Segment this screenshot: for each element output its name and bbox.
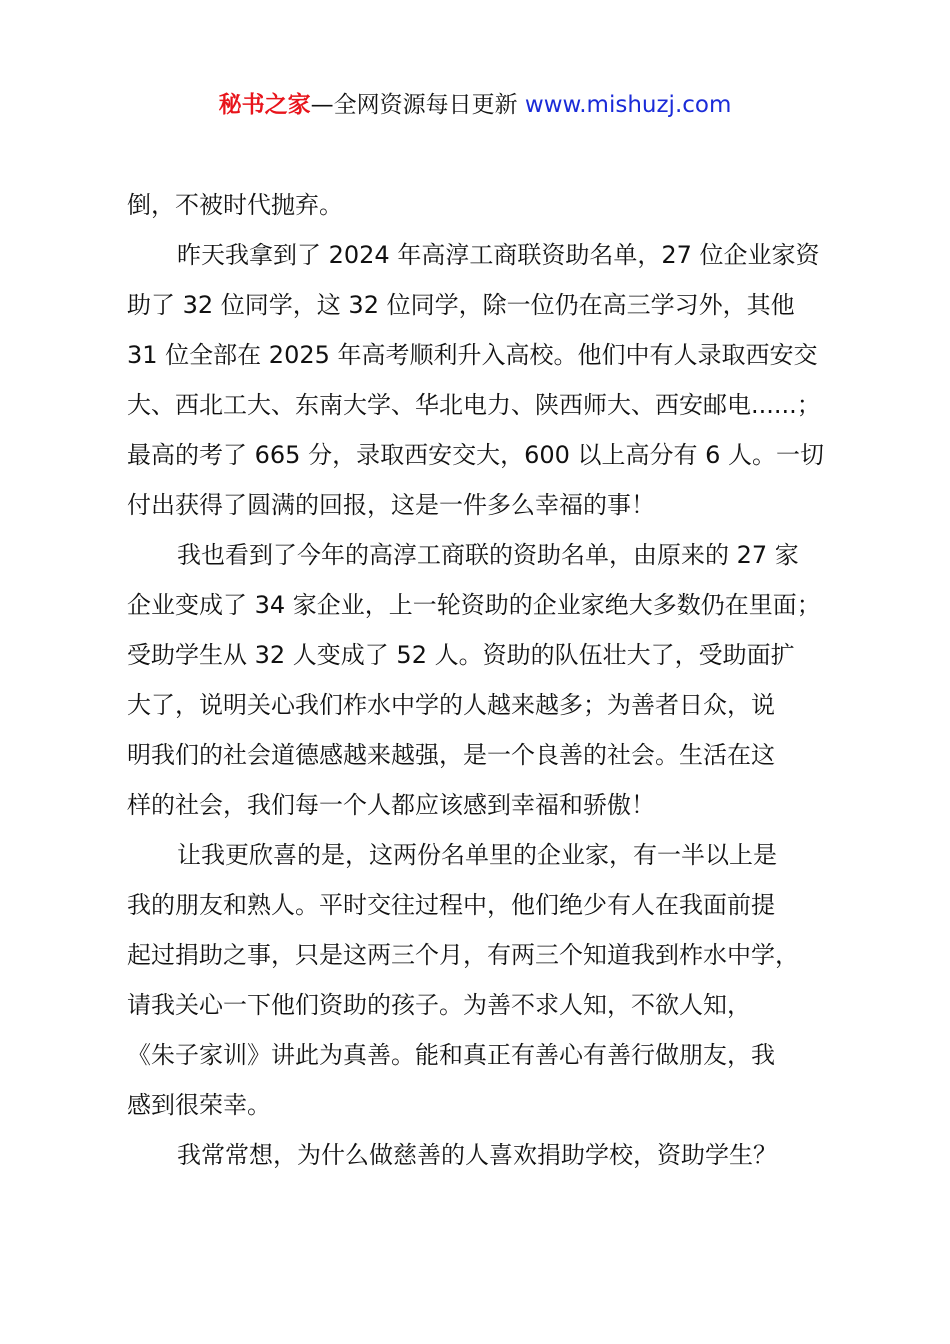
paragraph <box>127 1130 837 1180</box>
paragraph <box>127 830 837 1130</box>
text-line: 付出获得了圆满的回报，这是一件多么幸福的事！ <box>127 491 655 519</box>
document-body <box>127 180 837 1180</box>
text-line: 大、西北工大、东南大学、华北电力、陕西师大、西安邮电......； <box>127 391 821 419</box>
site-header <box>0 89 950 121</box>
site-url-link[interactable]: www.mishuzj.com <box>524 92 732 118</box>
text-line: 让我更欣喜的是，这两份名单里的企业家，有一半以上是 <box>177 841 777 869</box>
header-tagline: —全网资源每日更新 <box>310 92 518 118</box>
text-line: 大了，说明关心我们柞水中学的人越来越多；为善者日众，说 <box>127 691 775 719</box>
paragraph <box>127 230 837 530</box>
text-line: 最高的考了 665 分，录取西安交大，600 以上高分有 6 人。一切 <box>127 441 825 469</box>
text-line: 我的朋友和熟人。平时交往过程中，他们绝少有人在我面前提 <box>127 891 775 919</box>
text-line: 请我关心一下他们资助的孩子。为善不求人知，不欲人知， <box>127 991 751 1019</box>
text-line: 起过捐助之事，只是这两三个月，有两三个知道我到柞水中学， <box>127 941 799 969</box>
text-line: 昨天我拿到了 2024 年高淳工商联资助名单，27 位企业家资 <box>177 241 820 269</box>
brand-name: 秘书之家 <box>218 92 311 118</box>
text-line: 倒，不被时代抛弃。 <box>127 191 343 219</box>
text-line: 我常常想，为什么做慈善的人喜欢捐助学校，资助学生？ <box>177 1141 777 1169</box>
text-line: 样的社会，我们每一个人都应该感到幸福和骄傲！ <box>127 791 655 819</box>
text-line: 受助学生从 32 人变成了 52 人。资助的队伍壮大了，受助面扩 <box>127 641 795 669</box>
text-line: 我也看到了今年的高淳工商联的资助名单，由原来的 27 家 <box>177 541 799 569</box>
text-line: 助了 32 位同学，这 32 位同学，除一位仍在高三学习外，其他 <box>127 291 795 319</box>
text-line: 企业变成了 34 家企业，上一轮资助的企业家绝大多数仍在里面； <box>127 591 821 619</box>
text-line: 感到很荣幸。 <box>127 1091 271 1119</box>
paragraph <box>127 530 837 830</box>
paragraph <box>127 180 837 230</box>
text-line: 31 位全部在 2025 年高考顺利升入高校。他们中有人录取西安交 <box>127 341 818 369</box>
text-line: 《朱子家训》讲此为真善。能和真正有善心有善行做朋友，我 <box>127 1041 775 1069</box>
text-line: 明我们的社会道德感越来越强，是一个良善的社会。生活在这 <box>127 741 775 769</box>
